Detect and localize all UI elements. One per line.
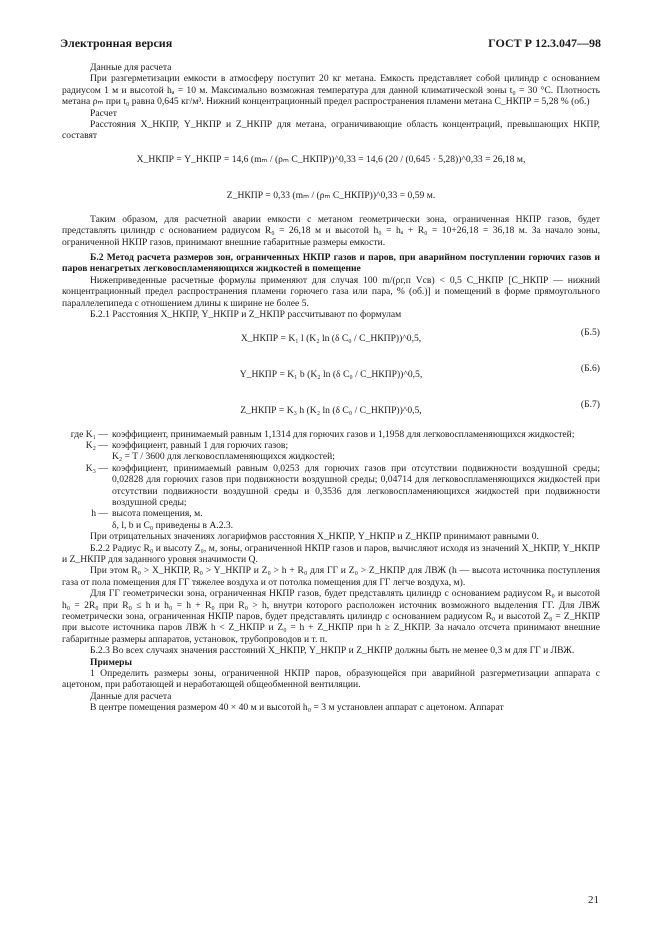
definition-item	[62, 508, 600, 519]
formula-text: X_НКПР = K₁ l (K₂ ln (δ C₀ / C_НКПР))^0,5,	[240, 332, 422, 344]
paragraph: Б.2.1 Расстояния X_НКПР, Y_НКПР и Z_НКПР рассчитывают по формулам	[90, 309, 402, 321]
paragraph: Данные для расчета	[90, 690, 172, 702]
formula-text: Y_НКПР = K₁ b (K₂ ln (δ C₀ / C_НКПР))^0,5,	[239, 368, 423, 380]
page-number: 21	[588, 894, 599, 906]
definition-text: коэффициент, принимаемый равным 1,1314 для горючих газов и 1,1958 для легковоспламеняющихся жидкостей;	[112, 428, 575, 440]
definition-text: K₂ = T / 3600 для легковоспламеняющихся жидкостей;	[112, 451, 335, 463]
definition-item	[62, 451, 600, 462]
formula	[62, 357, 600, 393]
header-edition-label: Электронная версия	[60, 36, 173, 50]
definition-text: коэффициент, принимаемый равным 0,0253 для горючих газов при отсутствии подвижности воздушной среды; 0,02828 для горючих газов при подвижности воздушной среды; 0,04714 для легковоспламеняющихся жидкостей при отсутствии подвижности воздушной среды и 0,3536 для легковоспламеняющихся жидкостей при подвижности воздушной среды;	[112, 462, 600, 508]
definition-text: коэффициент, равный 1 для горючих газов;	[112, 439, 289, 451]
definition-symbol	[62, 520, 112, 531]
equation-number: (Б.7)	[580, 398, 600, 410]
paragraph: Для ГГ геометрически зона, ограниченная НКПР газов, будет представлять цилиндр с основанием радиусом R₀ и высотой h₀ = 2R₀ при R₀ ≤ h и h₀ = h + R₀ при R₀ > h, внутри которого расположен источник возможного выделения ГГ. Для ЛВЖ геометрически зона, ограниченная НКПР паров, будет представлять цилиндр с основанием радиусом R₀ и высотой Z₀ = Z_НКПР при высоте источника паров ЛВЖ h < Z_НКПР и Z₀ = h + Z_НКПР при h ≥ Z_НКПР. За начало отсчета принимают внешние габаритные размеры аппаратов, установок, трубопроводов и т. п.	[62, 588, 600, 645]
definition-text: δ, l, b и C₀ приведены в А.2.3.	[112, 519, 234, 531]
document-body	[62, 62, 600, 714]
formula	[62, 142, 600, 178]
formula-text: X_НКПР = Y_НКПР = 14,6 (mₘ / (ρₘ C_НКПР))^0,33 = 14,6 (20 / (0,645 · 5,28))^0,33 = 26,18 м,	[136, 153, 526, 165]
header-standard-number: ГОСТ Р 12.3.047—98	[488, 36, 601, 50]
definition-item	[62, 440, 600, 451]
definition-symbol: h —	[91, 508, 108, 520]
paragraph: Примеры	[90, 656, 132, 668]
formula	[62, 321, 600, 357]
paragraph: Б.2.2 Радиус R₀ и высоту Z₀, м, зоны, ограниченной НКПР газов и паров, вычисляют исходя из значений X_НКПР, Y_НКПР и Z_НКПР для заданного уровня значимости Q.	[62, 542, 600, 565]
definition-text: высота помещения, м.	[112, 508, 203, 520]
paragraph: Б.2.3 Во всех случаях значения расстояний X_НКПР, Y_НКПР и Z_НКПР должны быть не менее 0,3 м для ГГ и ЛВЖ.	[90, 645, 575, 657]
paragraph: При отрицательных значениях логарифмов расстояния X_НКПР, Y_НКПР и Z_НКПР принимают равными 0.	[90, 531, 539, 543]
formula	[62, 178, 600, 214]
section-heading: Б.2 Метод расчета размеров зон, ограниченных НКПР газов и паров, при аварийном поступлении горючих газов и паров ненагретых легковоспламеняющихся жидкостей в помещение	[62, 252, 600, 275]
paragraph: 1 Определить размеры зоны, ограниченной НКПР паров, образующейся при аварийной разгерметизации аппарата с ацетоном, при работающей и неработающей общеобменной вентиляции.	[62, 668, 600, 691]
paragraph: Расстояния X_НКПР, Y_НКПР и Z_НКПР для метана, ограничивающие область концентраций, превышающих НКПР, составят	[62, 119, 600, 142]
definition-symbol	[62, 451, 112, 462]
formula	[62, 393, 600, 429]
equation-number: (Б.6)	[580, 362, 600, 374]
paragraph: В центре помещения размером 40 × 40 м и высотой h₀ = 3 м установлен аппарат с ацетоном. Аппарат	[90, 702, 504, 714]
equation-number: (Б.5)	[580, 326, 600, 338]
formula-text: Z_НКПР = K₃ h (K₂ ln (δ C₀ / C_НКПР))^0,5,	[240, 404, 422, 416]
paragraph: При этом R₀ > X_НКПР, R₀ > Y_НКПР и Z₀ > h + R₀ для ГГ и Z₀ > Z_НКПР для ЛВЖ (h — высота источника поступления газа от пола помещения для ГГ тяжелее воздуха и от потолка помещения для ГГ легче воздуха, м).	[62, 565, 600, 588]
definition-symbol: где K₁ —	[70, 428, 108, 440]
definition-item	[62, 429, 600, 440]
definition-symbol: K₂ —	[85, 439, 108, 451]
paragraph: Расчет	[90, 107, 117, 119]
formula-text: Z_НКПР = 0,33 (mₘ / (ρₘ C_НКПР))^0,33 = 0,59 м.	[226, 189, 436, 201]
definition-symbol: K₃ —	[85, 462, 108, 474]
definition-item	[62, 463, 600, 509]
paragraph: Данные для расчета	[90, 62, 172, 73]
paragraph: При разгерметизации емкости в атмосферу поступит 20 кг метана. Емкость представляет собой цилиндр с основанием радиусом 1 м и высотой hₐ = 10 м. Максимально возможная температура для данной климатической зоны t₀ = 30 °С. Плотность метана ρₘ при t₀ равна 0,645 кг/м³. Нижний концентрационный предел распространения пламени метана C_НКПР = 5,28 % (об.)	[62, 73, 600, 108]
paragraph: Нижеприведенные расчетные формулы применяют для случая 100 m/(ρг,п Vсв) < 0,5 C_НКПР [C_НКПР — нижний концентрационный предел распространения пламени горючего газа или пара, % (об.)] и помещений в форме прямоугольного параллелепипеда с отношением длины к ширине не более 5.	[62, 274, 600, 309]
paragraph: Таким образом, для расчетной аварии емкости с метаном геометрически зона, ограниченная НКПР газов, будет представлять цилиндр с основанием радиусом R₀ = 26,18 м и высотой h₀ = hₐ + R₀ = 10+26,18 = 36,18 м. За начало зоны, ограниченной НКПР газов, принимают внешние габаритные размеры емкости.	[62, 213, 600, 248]
definition-item	[62, 520, 600, 531]
